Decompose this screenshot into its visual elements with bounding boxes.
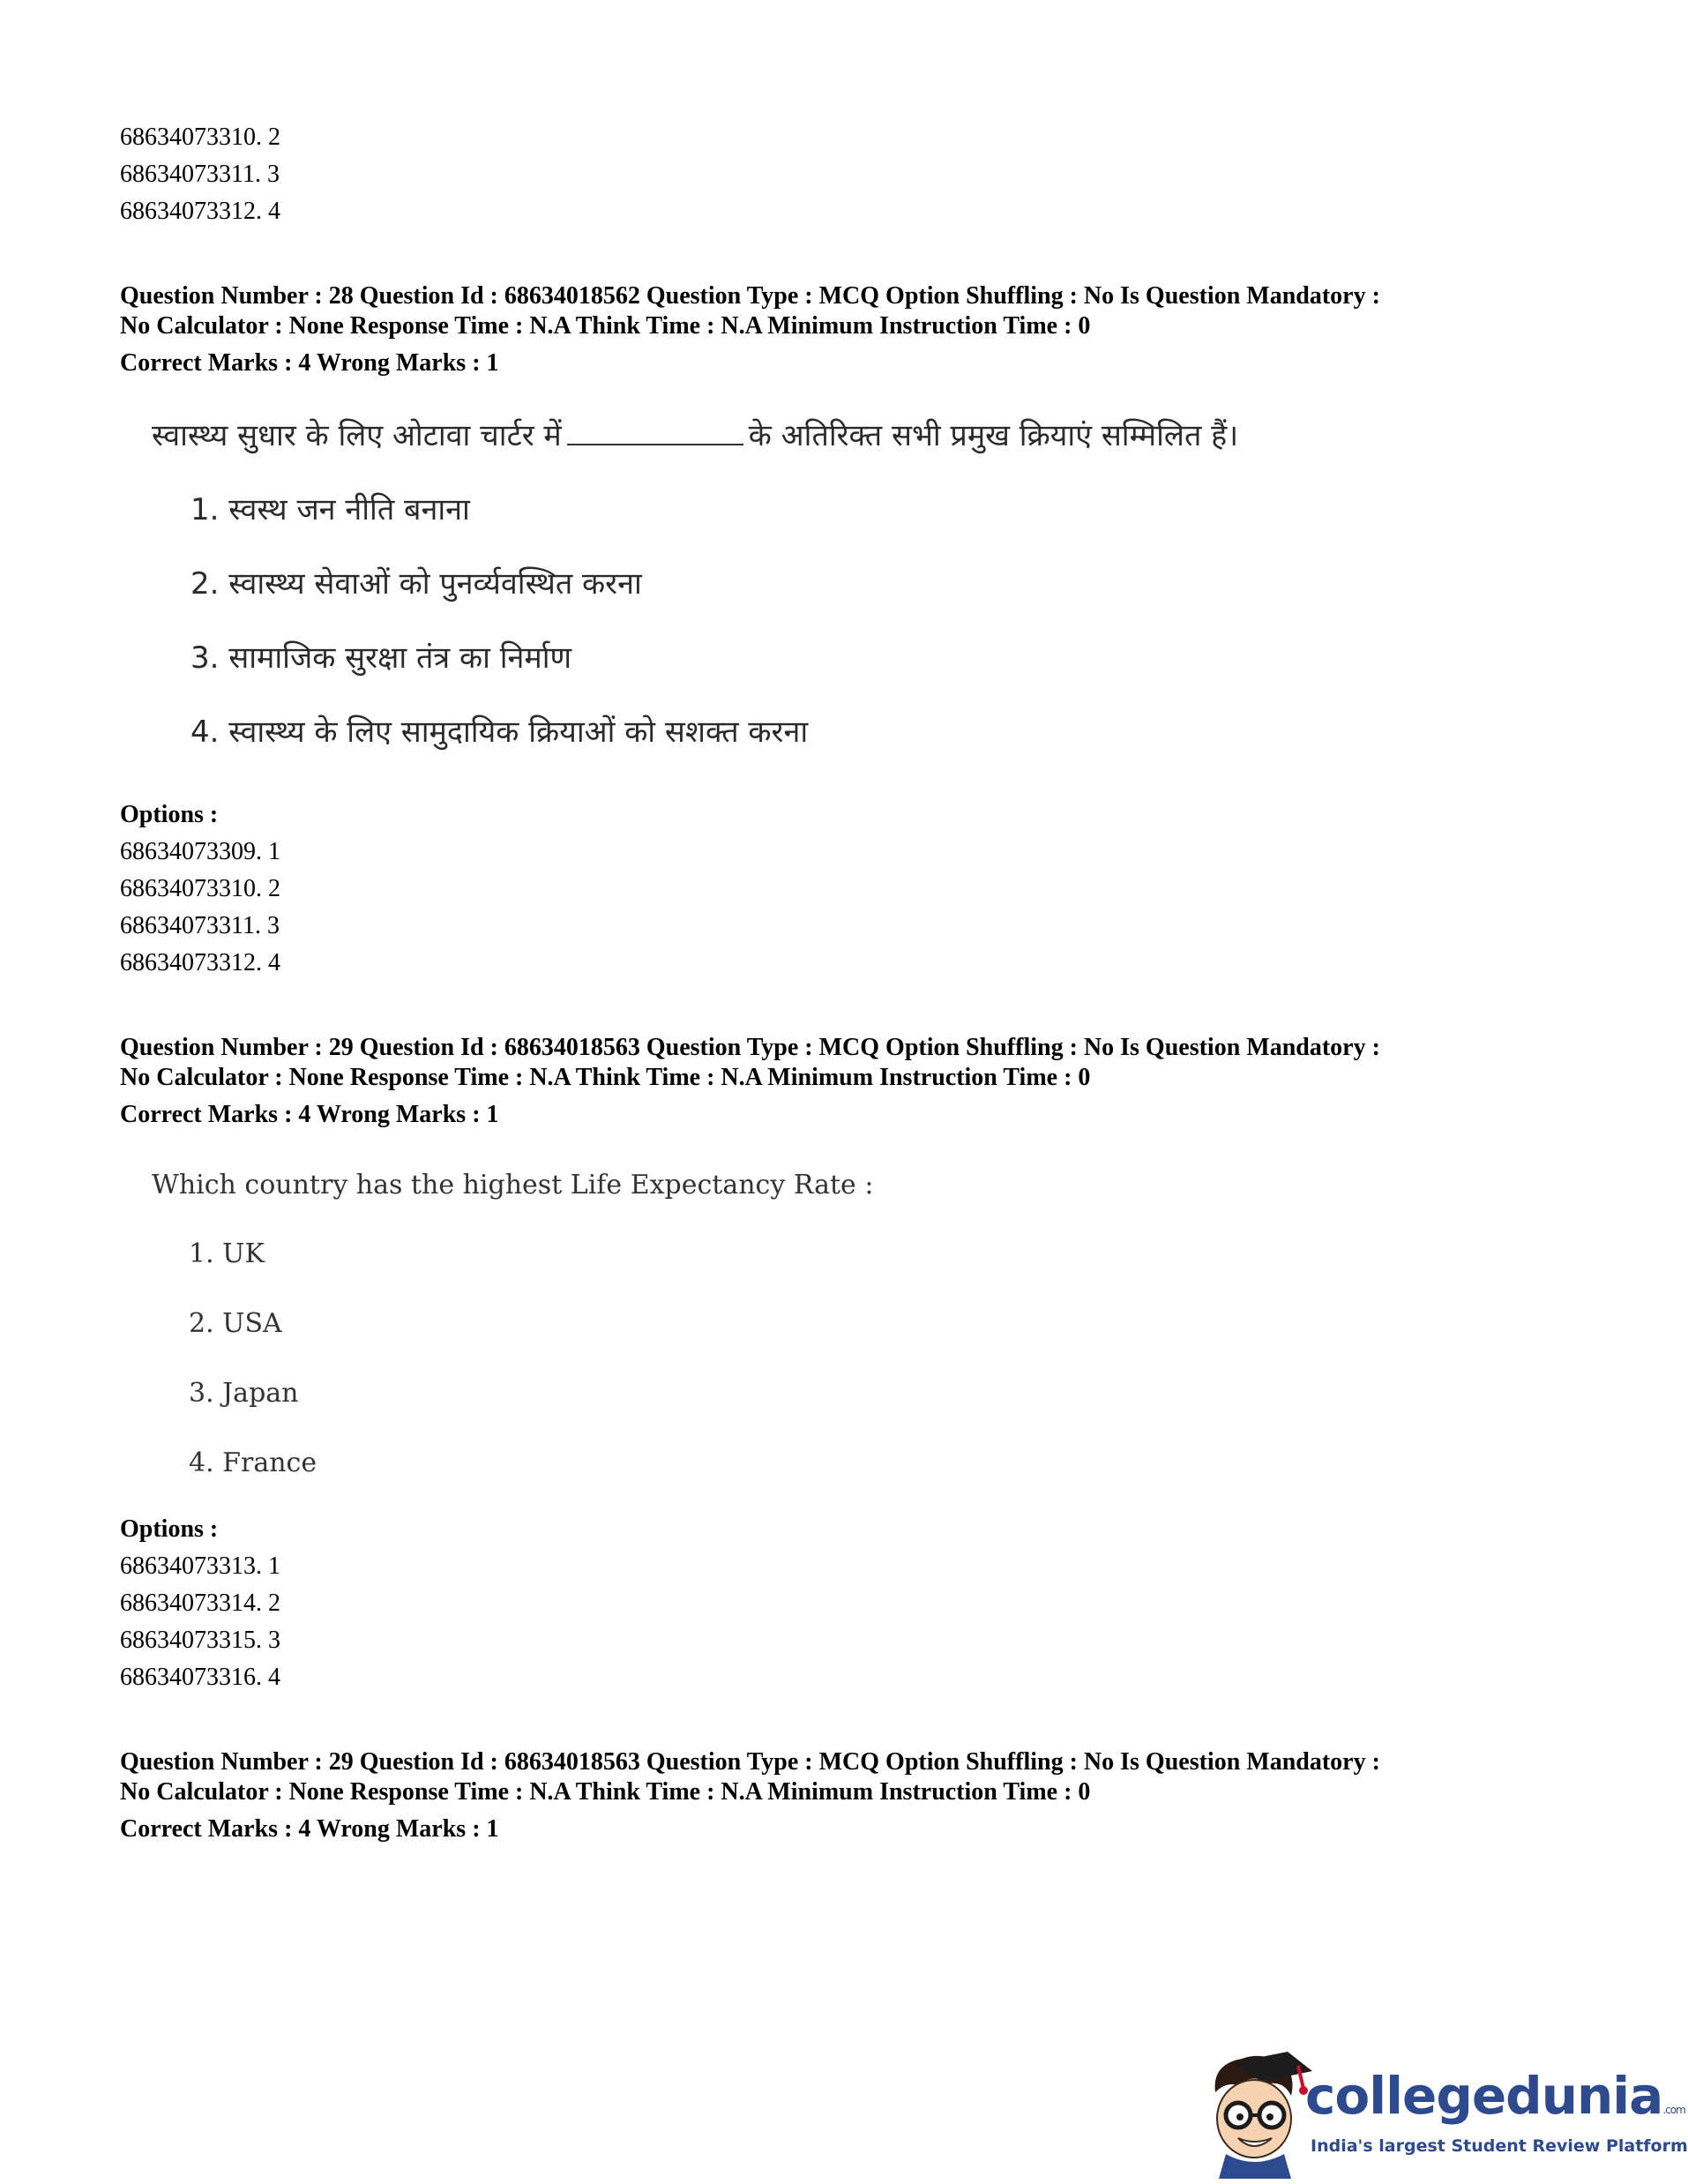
question-choice: 3. सामाजिक सुरक्षा तंत्र का निर्माण <box>190 640 572 676</box>
question-marks: Correct Marks : 4 Wrong Marks : 1 <box>120 349 499 377</box>
question-marks: Correct Marks : 4 Wrong Marks : 1 <box>120 1815 499 1843</box>
question-choice: 4. स्वास्थ्य के लिए सामुदायिक क्रियाओं को सशक्त करना <box>190 714 809 750</box>
option-line: 68634073311. 3 <box>120 912 280 939</box>
question-text-part: के अतिरिक्त सभी प्रमुख क्रियाएं सम्मिलित हैं। <box>748 418 1239 453</box>
question-choice: 4. France <box>189 1447 317 1478</box>
question-header: Question Number : 28 Question Id : 68634018562 Question Type : MCQ Option Shuffling : No Is Question Mandatory : <box>120 282 1380 310</box>
collegedunia-logo <box>1199 2046 1688 2179</box>
option-line: 68634073310. 2 <box>120 123 280 151</box>
question-choice: 2. USA <box>189 1308 282 1339</box>
question-marks: Correct Marks : 4 Wrong Marks : 1 <box>120 1101 499 1128</box>
question-header: Question Number : 29 Question Id : 68634018563 Question Type : MCQ Option Shuffling : No Is Question Mandatory : <box>120 1034 1380 1061</box>
question-choice: 1. स्वस्थ जन नीति बनाना <box>190 492 470 527</box>
student-mascot-icon <box>1199 2046 1314 2179</box>
option-line: 68634073315. 3 <box>120 1627 280 1654</box>
question-header: Question Number : 29 Question Id : 68634018563 Question Type : MCQ Option Shuffling : No Is Question Mandatory : <box>120 1748 1380 1776</box>
question-header: No Calculator : None Response Time : N.A Think Time : N.A Minimum Instruction Time : 0 <box>120 312 1091 340</box>
question-choice: 1. UK <box>189 1238 265 1269</box>
fill-in-blank <box>567 419 743 445</box>
options-label: Options : <box>120 1515 219 1543</box>
question-text <box>152 416 1238 455</box>
option-line: 68634073312. 4 <box>120 949 280 976</box>
option-line: 68634073314. 2 <box>120 1589 280 1617</box>
question-choice: 3. Japan <box>189 1378 299 1409</box>
logo-wordmark-suffix: .com <box>1662 2104 1685 2116</box>
option-line: 68634073311. 3 <box>120 161 280 188</box>
option-line: 68634073313. 1 <box>120 1552 280 1580</box>
option-line: 68634073310. 2 <box>120 875 280 902</box>
question-header: No Calculator : None Response Time : N.A Think Time : N.A Minimum Instruction Time : 0 <box>120 1064 1091 1091</box>
question-choice: 2. स्वास्थ्य सेवाओं को पुनर्व्यवस्थित करना <box>190 566 642 602</box>
question-header: No Calculator : None Response Time : N.A Think Time : N.A Minimum Instruction Time : 0 <box>120 1778 1091 1806</box>
logo-wordmark <box>1305 2066 1685 2126</box>
options-label: Options : <box>120 801 219 828</box>
logo-wordmark-main: collegedunia <box>1305 2066 1663 2126</box>
option-line: 68634073316. 4 <box>120 1664 280 1691</box>
option-line: 68634073312. 4 <box>120 198 280 225</box>
option-line: 68634073309. 1 <box>120 838 280 865</box>
logo-tagline: India's largest Student Review Platform <box>1311 2136 1688 2156</box>
question-text-part: स्वास्थ्य सुधार के लिए ओटावा चार्टर में <box>152 418 562 453</box>
question-text: Which country has the highest Life Expectancy Rate : <box>152 1170 874 1200</box>
